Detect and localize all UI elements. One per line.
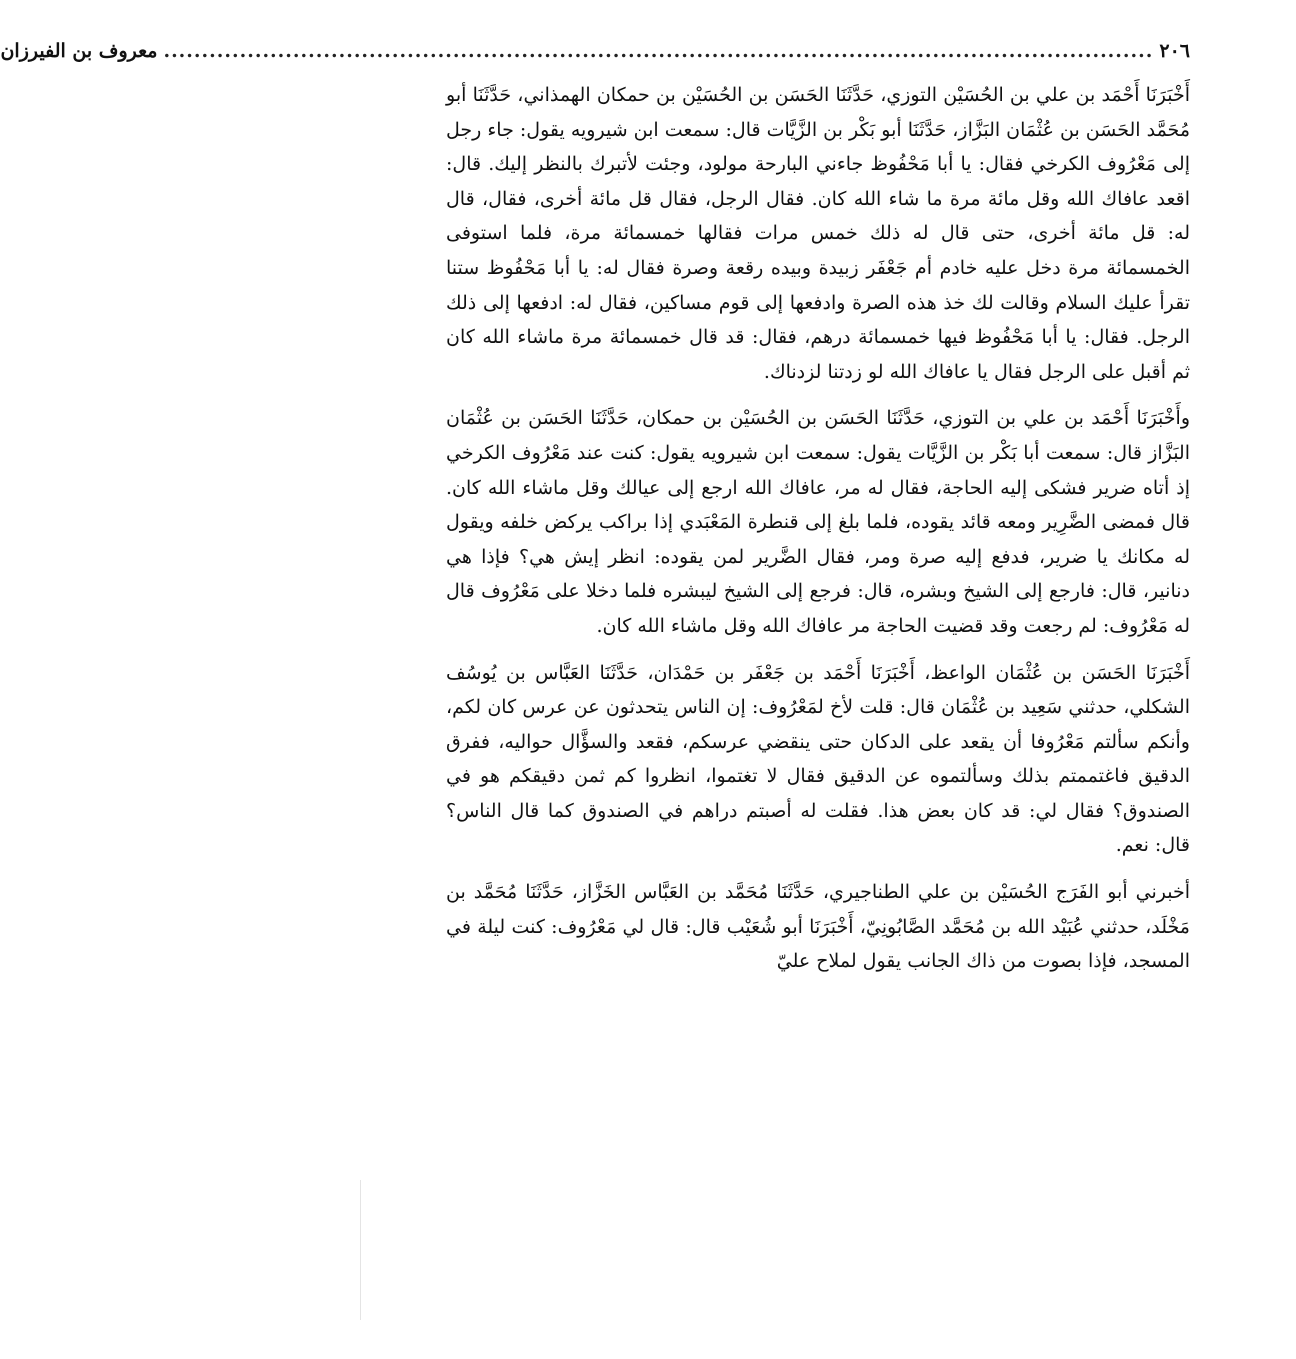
paragraph: وأَخْبَرَنَا أَحْمَد بن علي بن التوزي، حَدَّثَنَا الحَسَن بن الحُسَيْن بن حمكان، حَدَّثَنَا الحَسَن بن عُثْمَان البَزَّاز قال: سمعت أبا بَكْر بن الزَّيَّات يقول: سمعت ابن شيرويه يقول: كنت عند مَعْرُوف الكرخي إذ أتاه ضرير فشكى إليه الحاجة، فقال له مر، عافاك الله ارجع إلى عيالك وقل ماشاء الله كان. قال فمضى الضَّرِير ومعه قائد يقوده، فلما بلغ إلى قنطرة المَعْبَدي إذا براكب يركض خلفه ويقول له مكانك يا ضرير، فدفع إليه صرة ومر، فقال الضَّرير لمن يقوده: انظر إيش هي؟ فإذا هي دنانير، قال: فارجع إلى الشيخ وبشره، قال: فرجع إلى الشيخ ليبشره فلما دخلا على مَعْرُوف قال له مَعْرُوف: لم رجعت وقد قضيت الحاجة مر عافاك الله وقل ماشاء الله كان.: [446, 407, 1190, 637]
paragraph: أَخْبَرَنَا الحَسَن بن عُثْمَان الواعظ، أَخْبَرَنَا أَحْمَد بن جَعْفَر بن حَمْدَان، حَدَّثَنَا العَبَّاس بن يُوسُف الشكلي، حدثني سَعِيد بن عُثْمَان قال: قلت لأخ لمَعْرُوف: إن الناس يتحدثون عن عرس كان لكم، وأنكم سألتم مَعْرُوفا أن يقعد على الدكان حتى ينقضي عرسكم، فقعد والسؤَّال حواليه، ففرق الدقيق فاغتممتم بذلك وسألتموه عن الدقيق فقال لا تغتموا، انظروا كم ثمن دقيقكم هو في الصندوق؟ فقال لي: قد كان بعض هذا. فقلت له أصبتم دراهم في الصندوق كما قال الناس؟ قال: نعم.: [446, 661, 1190, 857]
running-title: معروف بن الفيرزان: [0, 40, 158, 62]
page-edge-mark: [360, 1180, 361, 1320]
dotted-leader: ..................................................................................................................................: [163, 40, 1154, 62]
book-page: [0, 40, 1190, 1340]
page-header: [0, 40, 1190, 78]
paragraph: أَخْبَرَنَا أَحْمَد بن علي بن الحُسَيْن التوزي، حَدَّثَنَا الحَسَن بن الحُسَيْن بن حمكان الهمذاني، حَدَّثَنَا أبو مُحَمَّد الحَسَن بن عُثْمَان البَزَّاز، حَدَّثَنَا أبو بَكْر بن الزَّيَّات قال: سمعت ابن شيرويه يقول: جاء رجل إلى مَعْرُوف الكرخي فقال: يا أبا مَحْفُوظ جاءني البارحة مولود، وجئت لأتبرك بالنظر إليك. قال: اقعد عافاك الله وقل مائة مرة ما شاء الله كان. فقال الرجل، فقال قل مائة أخرى، فقال، قال له: قل مائة أخرى، حتى قال له ذلك خمس مرات فقالها خمسمائة مرة، فلما استوفى الخمسمائة مرة دخل عليه خادم أم جَعْفَر زبيدة وبيده رقعة وصرة فقال له: يا أبا مَحْفُوظ ستنا تقرأ عليك السلام وقالت لك خذ هذه الصرة وادفعها إلى قوم مساكين، فقال له: ادفعها إلى ذلك الرجل. فقال: يا أبا مَحْفُوظ فيها خمسمائة درهم، فقال: قد قال خمسمائة مرة ماشاء الله كان ثم أقبل على الرجل فقال يا عافاك الله لو زدتنا لزدناك.: [446, 84, 1190, 383]
body-text: [446, 78, 1190, 979]
page-number: ٢٠٦: [1159, 40, 1190, 62]
paragraph: أخبرني أبو الفَرَج الحُسَيْن بن علي الطناجيري، حَدَّثَنَا مُحَمَّد بن العَبَّاس الخَزَّاز، حَدَّثَنَا مُحَمَّد بن مَخْلَد، حدثني عُبَيْد الله بن مُحَمَّد الصَّابُونِيّ، أَخْبَرَنَا أبو شُعَيْب قال: قال لي مَعْرُوف: كنت ليلة في المسجد، فإذا بصوت من ذاك الجانب يقول لملاح عليّ: [446, 881, 1190, 973]
